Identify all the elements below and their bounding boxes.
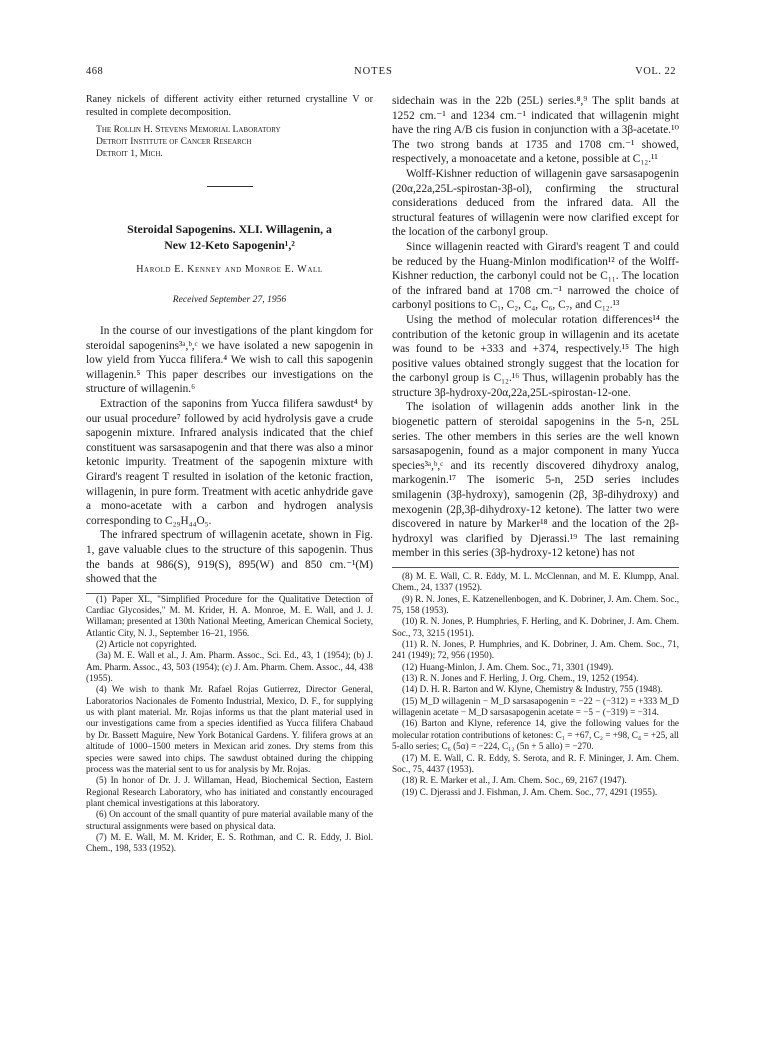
footnote: (7) M. E. Wall, M. M. Krider, E. S. Rothman, and C. R. Eddy, J. Biol. Chem., 198, 533 (1952). bbox=[86, 831, 373, 854]
article-body-left bbox=[86, 324, 373, 587]
section-name: NOTES bbox=[354, 66, 393, 77]
body-paragraph: Using the method of molecular rotation differences¹⁴ the contribution of the ketonic group in willagenin and its acetate was found to be +333 and +374, respectively.¹⁵ The high positive values obtained strongly suggest that the location for the carbonyl group is C₁₂.¹⁶ Thus, willagenin probably has the structure 3β-hydroxy-20α,22a,25L-spirostan-12-one. bbox=[392, 313, 679, 399]
page-number: 468 bbox=[86, 66, 104, 77]
address-line: The Rollin H. Stevens Memorial Laboratory bbox=[96, 124, 281, 136]
article-divider bbox=[207, 186, 253, 187]
article-authors: Harold E. Kenney and Monroe E. Wall bbox=[136, 264, 323, 276]
right-column bbox=[392, 94, 679, 798]
footnote: (5) In honor of Dr. J. J. Willaman, Head, Biochemical Section, Eastern Regional Research Laboratory, who has initiated and constantly encouraged plant chemical investigations at this laboratory. bbox=[86, 775, 373, 808]
previous-article-tail: Raney nickels of different activity either returned crystalline V or resulted in complete decomposition. bbox=[86, 94, 373, 118]
body-paragraph: Wolff-Kishner reduction of willagenin gave sarsasapogenin (20α,22a,25L-spirostan-3β-ol), confirming the structural considerations deduced from the infrared data. All the structural features of willagenin were now clarified except for the location of the carbonyl group. bbox=[392, 167, 679, 239]
footnote: (12) Huang-Minlon, J. Am. Chem. Soc., 71, 3301 (1949). bbox=[402, 661, 614, 672]
footnotes-left bbox=[86, 594, 373, 855]
title-line: New 12-Keto Sapogenin¹,² bbox=[164, 238, 295, 253]
footnote: (8) M. E. Wall, C. R. Eddy, M. L. McClennan, and M. E. Klumpp, Anal. Chem., 24, 1337 (1952). bbox=[392, 571, 679, 593]
body-paragraph: Since willagenin reacted with Girard's reagent T and could be reduced by the Huang-Minlon modification¹² of the Wolff-Kishner reduction, the carbonyl could not be C₁₁. The location of the infrared band at 1708 cm.⁻¹ narrowed the choice of carbonyl positions to C₁, C₂, C₄, C₆, C₇, and C₁₂.¹³ bbox=[392, 240, 679, 312]
footnote: (11) R. N. Jones, P. Humphries, and K. Dobriner, J. Am. Chem. Soc., 71, 241 (1949); 72, 956 (1950). bbox=[392, 639, 679, 661]
article-title bbox=[86, 221, 373, 253]
footnote: (9) R. N. Jones, E. Katzenellenbogen, and K. Dobriner, J. Am. Chem. Soc., 75, 158 (1953). bbox=[392, 593, 679, 616]
body-paragraph: The isolation of willagenin adds another link in the biogenetic pattern of steroidal sapogenins in the 5-n, 25L series. The other members in this series are the well known sarsasapogenin, found as a major component in many Yucca species³ᵃ,ᵇ,ᶜ and its recently discovered dihydroxy analog, markogenin.¹⁷ The isomeric 5-n, 25D series includes smilagenin (3β-hydroxy), samogenin (2β, 3β-dihydroxy) and mexogenin (2β,3β-dihydroxy-12 ketone). The latter two were discovered in nature by Marker¹⁸ and the location of the 2β-hydroxyl was clarified by Djerassi.¹⁹ The last remaining member in this series (3β-hydroxy-12 ketone) has not bbox=[392, 401, 679, 560]
institution-address bbox=[86, 124, 373, 160]
footnote: (3a) M. E. Wall et al., J. Am. Pharm. Assoc., Sci. Ed., 43, 1 (1954); (b) J. Am. Pharm. Assoc., 43, 503 (1954); (c) J. Am. Pharm. Chem. Assoc., 44, 438 (1955). bbox=[86, 650, 373, 684]
footnotes-right bbox=[392, 567, 679, 798]
body-paragraph: Extraction of the saponins from Yucca filifera sawdust⁴ by our usual procedure⁷ followed by acid hydrolysis gave a crude sapogenin mixture. Infrared analysis indicated that the chief constituent was sarsasapogenin and that there was also a minor ketonic impurity. Treatment of the sapogenin mixture with Girard's reagent T resulted in isolation of the ketonic fraction, willagenin, in pure form. Treatment with acetic anhydride gave a mono-acetate with a carbon and hydrogen analysis corresponding to C₂₉H₄₄O₅. bbox=[86, 397, 373, 527]
footnote: (1) Paper XL, "Simplified Procedure for the Qualitative Detection of Cardiac Glycosides," M. M. Krider, H. A. Monroe, M. E. Wall, and J. J. Willaman; presented at 130th National Meeting, American Chemical Society, Atlantic City, N. J., September 16–21, 1956. bbox=[86, 593, 373, 638]
footnote: (10) R. N. Jones, P. Humphries, F. Herling, and K. Dobriner, J. Am. Chem. Soc., 73, 3215 (1951). bbox=[392, 616, 679, 638]
footnote: (15) M_D willagenin − M_D sarsasapogenin = −22 − (−312) = +333 M_D willagenin acetate − M_D sarsasapogenin acetate = −5 − (−319) = −314. bbox=[392, 695, 679, 718]
received-date: Received September 27, 1956 bbox=[172, 293, 287, 305]
volume-label: VOL. 22 bbox=[635, 66, 676, 77]
body-paragraph: The infrared spectrum of willagenin acetate, shown in Fig. 1, gave valuable clues to the structure of this sapogenin. Thus the bands at 986(S), 919(S), 895(W) and 850 cm.⁻¹(M) showed that the bbox=[86, 529, 373, 586]
body-paragraph: sidechain was in the 22b (25L) series.⁸,⁹ The split bands at 1252 cm.⁻¹ and 1234 cm.⁻¹ indicated that willagenin might have the ring A/B cis fusion in conjunction with a 3β-acetate.¹⁰ The two strong bands at 1735 and 1708 cm.⁻¹ showed, respectively, a monoacetate and a ketone, possible at C₁₂.¹¹ bbox=[392, 95, 679, 166]
address-line: Detroit Institute of Cancer Research bbox=[96, 136, 252, 148]
footnote: (14) D. H. R. Barton and W. Klyne, Chemistry & Industry, 755 (1948). bbox=[402, 684, 663, 695]
footnote: (4) We wish to thank Mr. Rafael Rojas Gutierrez, Director General, Laboratorios Nacionales de Fomento Industrial, Mexico, D. F., for supplying us with plant material. Mr. Rojas informs us that the plant material used in our investigations came from a species identified as Yucca filifera Chabaud by Dr. Bassett Maguire, New York Botanical Gardens. Y. filifera grows at an altitude of 1000–1500 meters in Mexican arid zones. Dry stems from this species were sawed into chips. The sawdust obtained during the chipping process was the material sent to us for analysis by Mr. Rojas. bbox=[86, 684, 373, 774]
footnote: (6) On account of the small quantity of pure material available many of the structural assignments were based on physical data. bbox=[86, 809, 373, 831]
footnote: (17) M. E. Wall, C. R. Eddy, S. Serota, and R. F. Mininger, J. Am. Chem. Soc., 75, 4437 (1953). bbox=[392, 752, 679, 774]
footnote: (16) Barton and Klyne, reference 14, give the following values for the molecular rotation contributions of ketones: C₁ = +67, C₂ = +98, C₄ = +25, all 5-allo series; C₆ (5α) = −224, C₁₂ (5n + 5 allo) = −270. bbox=[392, 718, 679, 752]
footnote: (18) R. E. Marker et al., J. Am. Chem. Soc., 69, 2167 (1947). bbox=[402, 775, 627, 786]
body-paragraph: In the course of our investigations of the plant kingdom for steroidal sapogenins³ᵃ,ᵇ,ᶜ we have isolated a new sapogenin in low yield from Yucca filifera.⁴ We wish to call this sapogenin willagenin.⁵ This paper describes our investigations on the structure of willagenin.⁶ bbox=[86, 325, 373, 396]
title-line: Steroidal Sapogenins. XLI. Willagenin, a bbox=[127, 222, 332, 237]
left-column bbox=[86, 94, 373, 855]
running-header bbox=[86, 66, 676, 80]
footnote: (2) Article not copyrighted. bbox=[96, 639, 197, 650]
footnote: (19) C. Djerassi and J. Fishman, J. Am. Chem. Soc., 77, 4291 (1955). bbox=[402, 786, 658, 797]
address-line: Detroit 1, Mich. bbox=[96, 148, 163, 160]
footnote: (13) R. N. Jones and F. Herling, J. Org. Chem., 19, 1252 (1954). bbox=[402, 673, 639, 684]
article-body-right bbox=[392, 94, 679, 561]
